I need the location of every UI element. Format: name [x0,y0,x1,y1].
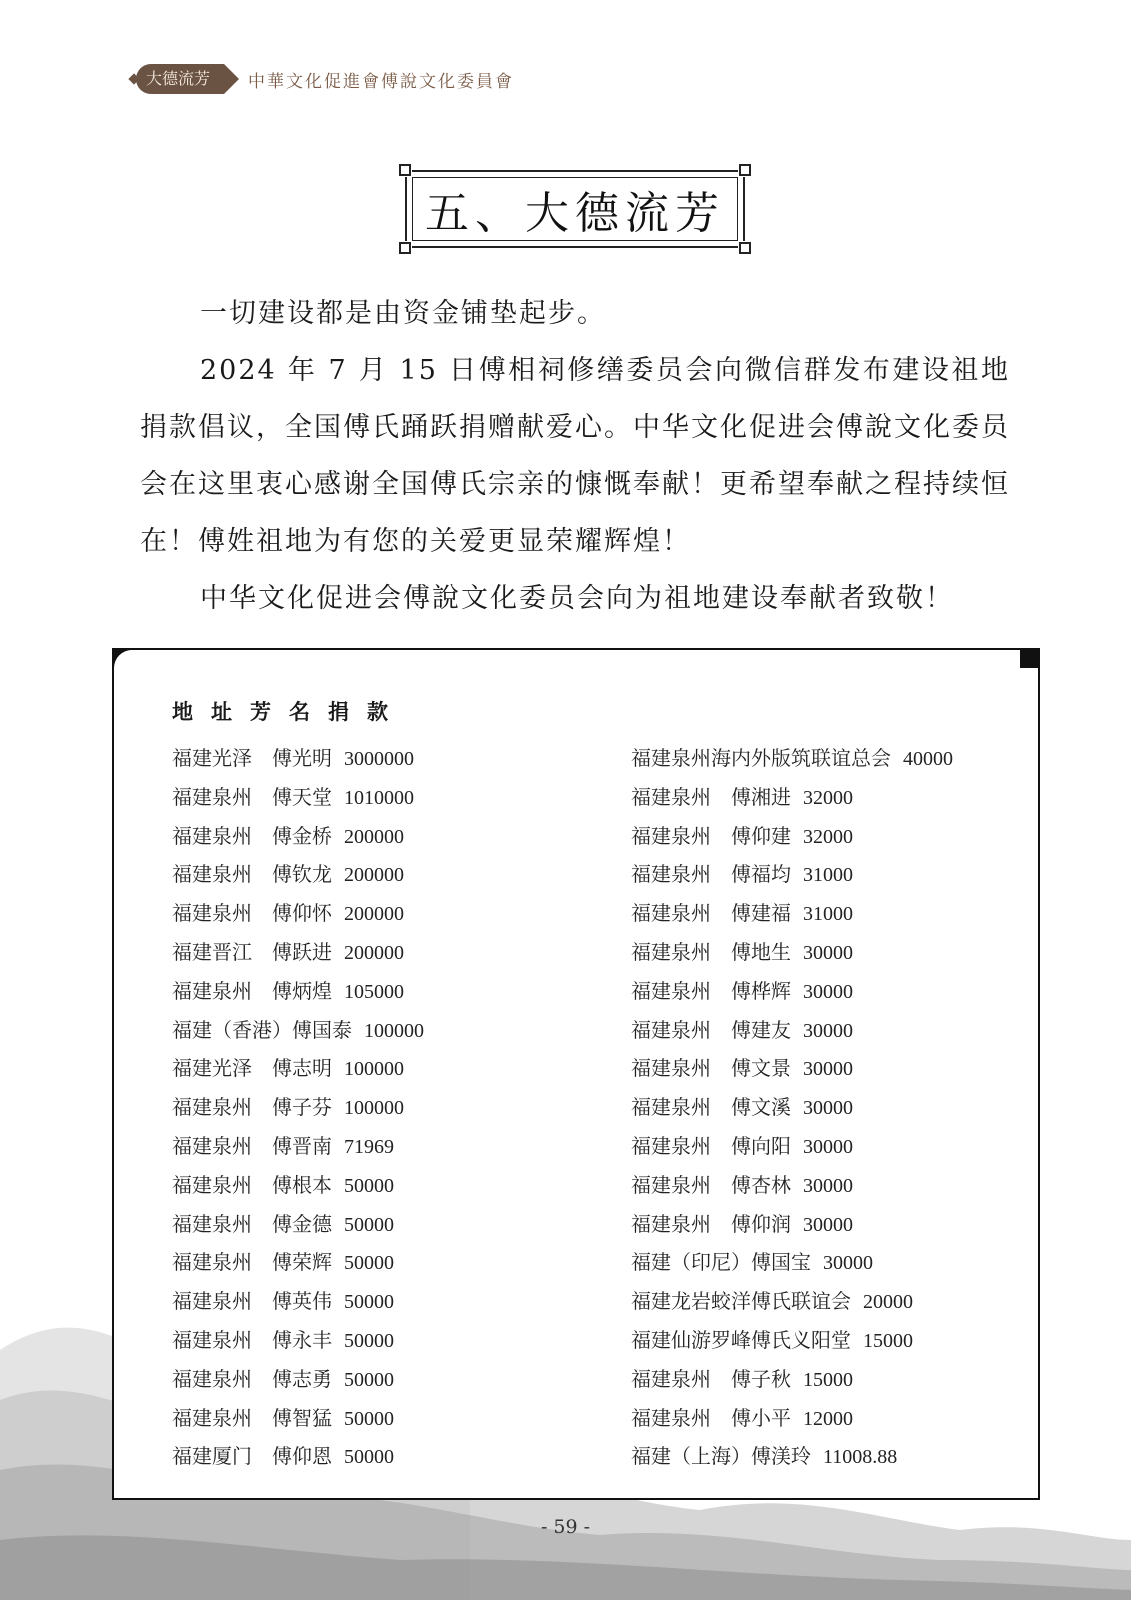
donor-row [172,973,424,1012]
donor-row [172,1322,424,1361]
donor-name: 福建泉州 傅子秋 [631,1366,791,1391]
intro-paragraph: 一切建设都是由资金铺垫起步。 [200,298,606,329]
donation-amount: 200000 [344,903,404,926]
donor-row [172,895,424,934]
donor-name: 福建泉州 傅永丰 [172,1327,332,1352]
donor-row [631,1361,953,1400]
donor-name: 福建泉州 傅志勇 [172,1366,332,1391]
donation-amount: 40000 [903,748,953,770]
donor-row [631,1244,953,1283]
donor-name: 福建泉州 傅文景 [631,1056,791,1081]
donor-row [631,1128,953,1167]
donor-name: 福建泉州 傅金德 [172,1211,332,1236]
donor-name: 福建晋江 傅跃进 [172,939,332,964]
donation-amount: 50000 [344,1252,394,1275]
donor-name: 福建（印尼）傅国宝 [631,1250,811,1275]
donor-column-right [631,740,953,1477]
donor-row [172,856,424,895]
donation-amount: 200000 [344,864,404,887]
donation-amount: 30000 [823,1252,873,1275]
donation-amount: 100000 [364,1019,424,1042]
donor-name: 福建（上海）傅渼玲 [631,1444,811,1469]
donor-name: 福建泉州 傅子芬 [172,1095,332,1120]
donor-row [172,1167,424,1206]
donor-row [631,856,953,895]
donation-amount: 32000 [803,786,853,809]
donor-row [172,1206,424,1245]
intro-paragraph: 2024 年 7 月 15 日傅相祠修缮委员会向微信群发布建设祖地捐款倡议，全国傅氏踊跃捐赠献爱心。中华文化促进会傅說文化委员会在这里衷心感谢全国傅氏宗亲的慷慨奉献！更希望奉献之程持续恒在！傅姓祖地为有您的关爱更显荣耀辉煌！ [140,355,1010,557]
frame-corner-ornament [738,241,752,255]
donor-name: 福建泉州 傅智猛 [172,1405,332,1430]
page-number: - 59 - [540,1516,591,1538]
donor-row [172,740,424,779]
donor-name: 福建厦门 傅仰恩 [172,1444,332,1469]
donation-amount: 200000 [344,941,404,964]
donor-name: 福建泉州 傅向阳 [631,1133,791,1158]
donation-amount: 30000 [803,980,853,1003]
donor-name: 福建泉州 傅湘进 [631,784,791,809]
donor-name: 福建泉州 傅福均 [631,862,791,887]
donor-name: 福建光泽 傅光明 [172,746,332,770]
donor-name: 福建泉州 傅天堂 [172,784,332,809]
donation-amount: 3000000 [344,748,414,770]
donation-amount: 31000 [803,903,853,926]
donor-name: 福建泉州 傅仰建 [631,823,791,848]
donor-row [631,895,953,934]
donation-amount: 15000 [863,1329,913,1352]
donor-row [172,1244,424,1283]
donor-name: 福建泉州 傅英伟 [172,1289,332,1314]
donor-row [631,818,953,857]
donor-name: 福建仙游罗峰傅氏义阳堂 [631,1327,851,1352]
donor-row [631,779,953,818]
donor-name: 福建泉州 傅晋南 [172,1133,332,1158]
donor-row [631,1089,953,1128]
donor-name: 福建光泽 傅志明 [172,1056,332,1081]
donation-amount: 15000 [803,1368,853,1391]
donor-column-left [172,740,424,1477]
donor-row [172,1361,424,1400]
donor-name: 福建（香港）傅国泰 [172,1017,352,1042]
donation-amount: 50000 [344,1329,394,1352]
donor-row [631,1206,953,1245]
donation-amount: 200000 [344,825,404,848]
donation-amount: 100000 [344,1097,404,1120]
donor-name: 福建泉州 傅荣辉 [172,1250,332,1275]
donor-list-title: 地址芳名捐款 [172,700,406,724]
donor-row [172,1283,424,1322]
donor-row [172,1089,424,1128]
frame-corner-ornament [398,163,412,177]
donation-amount: 1010000 [344,786,414,809]
section-title: 五、大德流芳 [425,188,725,239]
donor-row [172,1128,424,1167]
donor-name: 福建泉州 傅文溪 [631,1095,791,1120]
donor-row [631,1012,953,1051]
donation-amount: 12000 [803,1407,853,1430]
donor-row [631,1322,953,1361]
donor-row [172,1050,424,1089]
donor-row [172,818,424,857]
donor-name: 福建泉州 傅炳煌 [172,978,332,1003]
donation-amount: 105000 [344,980,404,1003]
donor-name: 福建泉州 傅小平 [631,1405,791,1430]
intro-paragraph: 中华文化促进会傅說文化委员会向为祖地建设奉献者致敬！ [200,583,954,614]
donor-row [631,740,953,779]
donation-amount: 30000 [803,941,853,964]
frame-corner-ornament [398,241,412,255]
donor-name: 福建泉州 傅建福 [631,901,791,926]
organization-name: 中華文化促進會傅說文化委員會 [248,71,515,92]
frame-corner-ornament [738,163,752,177]
donation-amount: 50000 [344,1174,394,1197]
donor-row [172,934,424,973]
section-title-frame [405,170,745,248]
donation-amount: 30000 [803,1097,853,1120]
donation-amount: 50000 [344,1291,394,1314]
donation-amount: 30000 [803,1058,853,1081]
donor-name: 福建泉州 傅根本 [172,1172,332,1197]
donor-row [631,973,953,1012]
donation-amount: 32000 [803,825,853,848]
donor-row [631,1438,953,1477]
page-header [136,62,514,96]
donation-amount: 30000 [803,1135,853,1158]
donor-name: 福建龙岩蛟洋傅氏联谊会 [631,1289,851,1314]
section-badge: 大德流芳 [136,64,224,94]
donor-row [631,1050,953,1089]
donor-row [172,1400,424,1439]
donation-amount: 50000 [344,1213,394,1236]
donor-row [172,1012,424,1051]
donor-name: 福建泉州海内外版筑联谊总会 [631,746,891,770]
donation-amount: 30000 [803,1019,853,1042]
donor-name: 福建泉州 傅金桥 [172,823,332,848]
donor-name: 福建泉州 傅杏林 [631,1172,791,1197]
donor-name: 福建泉州 傅钦龙 [172,862,332,887]
donor-row [631,1400,953,1439]
donation-amount: 50000 [344,1368,394,1391]
donor-row [172,1438,424,1477]
donation-amount: 71969 [344,1135,394,1158]
donor-row [631,1283,953,1322]
donor-row [631,934,953,973]
donor-name: 福建泉州 傅地生 [631,939,791,964]
intro-text [140,285,1010,627]
donor-name: 福建泉州 傅仰润 [631,1211,791,1236]
donor-row [172,779,424,818]
donor-row [631,1167,953,1206]
donation-amount: 50000 [344,1407,394,1430]
donor-name: 福建泉州 傅建友 [631,1017,791,1042]
donor-name: 福建泉州 傅仰怀 [172,901,332,926]
donation-amount: 31000 [803,864,853,887]
donation-amount: 50000 [344,1446,394,1469]
donor-name: 福建泉州 傅桦辉 [631,978,791,1003]
donation-amount: 20000 [863,1291,913,1314]
donation-amount: 30000 [803,1213,853,1236]
donation-amount: 11008.88 [823,1446,898,1469]
donation-amount: 100000 [344,1058,404,1081]
donation-amount: 30000 [803,1174,853,1197]
donor-list-panel [112,648,1040,1500]
